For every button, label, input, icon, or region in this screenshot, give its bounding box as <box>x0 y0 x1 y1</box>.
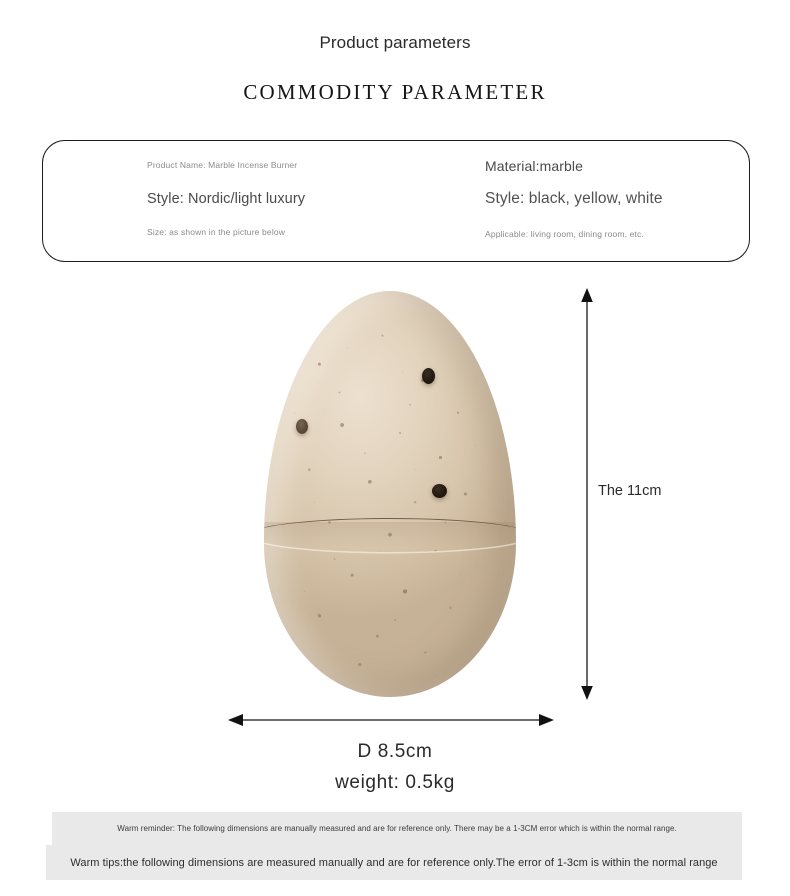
weight-label: weight: 0.5kg <box>335 772 455 793</box>
lid-seam-line <box>264 518 516 552</box>
diameter-dimension-arrow <box>228 712 554 733</box>
param-style-type: Style: Nordic/light luxury <box>147 191 306 207</box>
parameter-column-right <box>485 141 785 261</box>
burner-hole-icon <box>422 368 435 384</box>
param-style-colors: Style: black, yellow, white <box>485 190 663 207</box>
product-image <box>264 291 516 697</box>
page-title: Product parameters <box>319 33 471 52</box>
param-applicable: Applicable: living room, dining room, etc. <box>485 229 644 239</box>
vertical-double-arrow-icon <box>578 288 596 700</box>
warning-band-bottom <box>46 845 742 880</box>
diameter-dimension-label: D 8.5cm <box>357 741 433 762</box>
warning-band-top <box>52 812 742 845</box>
height-dimension-label: The 11cm <box>598 483 662 499</box>
param-size: Size: as shown in the picture below <box>147 227 286 237</box>
burner-hole-icon <box>296 419 308 434</box>
page-subtitle: COMMODITY PARAMETER <box>243 80 547 104</box>
stone-speckle-texture <box>264 291 516 697</box>
horizontal-double-arrow-icon <box>228 712 554 728</box>
height-dimension-arrow <box>578 288 596 705</box>
burner-hole-icon <box>432 484 447 498</box>
parameter-card <box>42 140 750 262</box>
parameter-column-left <box>147 141 447 261</box>
warning-text-bottom: Warm tips:the following dimensions are measured manually and are for reference only.The error of 1-3cm is within the normal range <box>70 856 718 869</box>
param-material: Material:marble <box>485 158 583 174</box>
warning-text-top: Warm reminder: The following dimensions are manually measured and are for reference only. There may be a 1-3CM error which is within the normal range. <box>117 824 677 833</box>
param-product-name: Product Name: Marble Incense Burner <box>147 160 298 170</box>
marble-egg-burner <box>264 291 516 697</box>
